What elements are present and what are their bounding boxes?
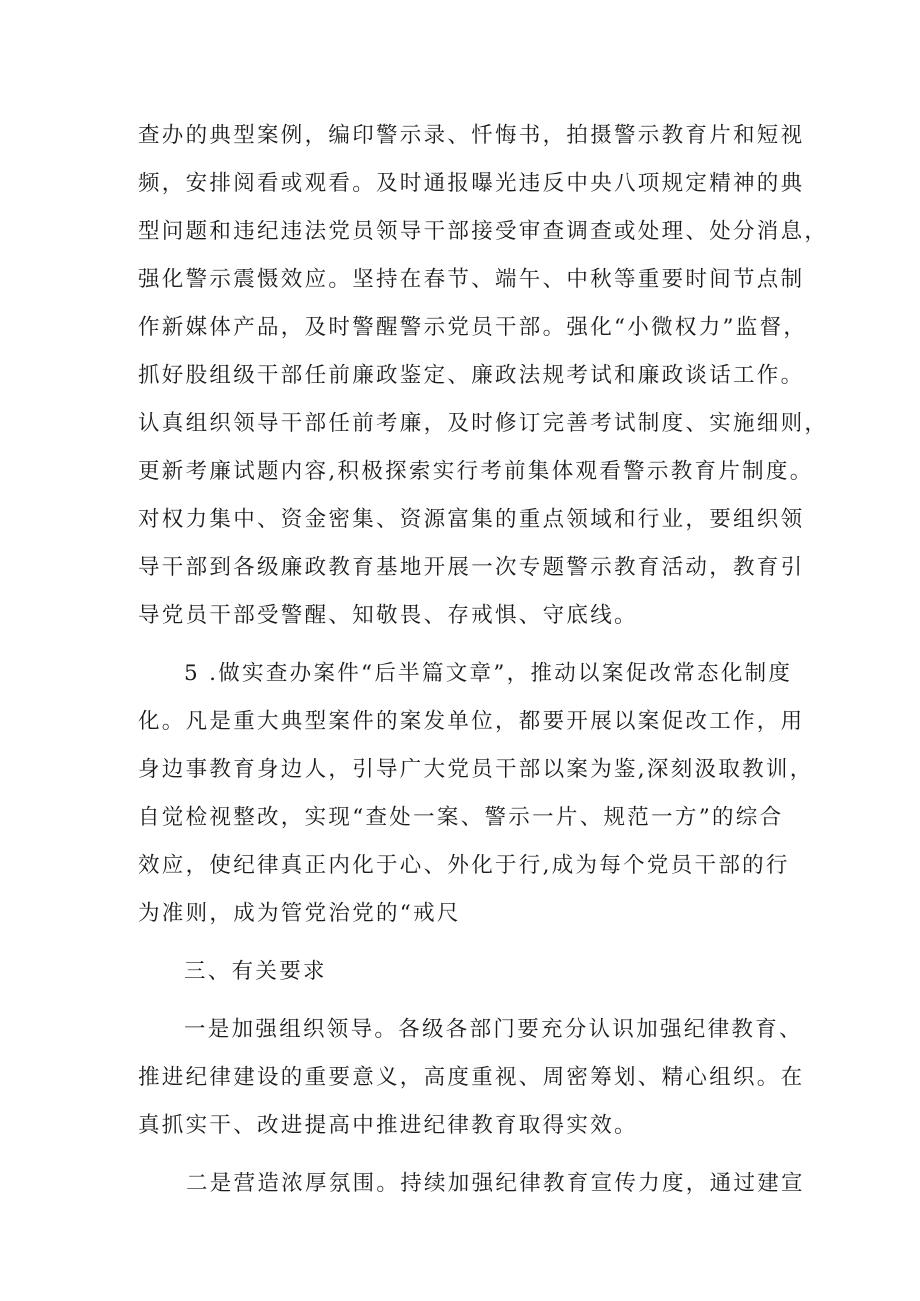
text-line: 二是营造浓厚氛围。持续加强纪律教育宣传力度，通过建宣 xyxy=(186,1171,805,1196)
text-line: 真抓实干、改进提高中推进纪律教育取得实效。 xyxy=(138,1113,638,1138)
text-line: 抓好股组级干部任前廉政鉴定、廉政法规考试和廉政谈话工作。 xyxy=(138,363,805,388)
text-line: 自觉检视整改，实现“查处一案、警示一片、规范一方”的综合 xyxy=(138,805,784,830)
paragraph-organization-leadership xyxy=(138,1006,818,1150)
text-line: 效应，使纪律真正内化于心、外化于行,成为每个党员干部的行 xyxy=(138,853,790,878)
document-body xyxy=(138,112,829,1208)
text-line: 5 .做实查办案件“后半篇文章”，推动以案促改常态化制度 xyxy=(184,661,793,686)
paragraph-atmosphere xyxy=(138,1160,818,1208)
text-line: 推进纪律建设的重要意义，高度重视、周密筹划、精心组织。在 xyxy=(138,1065,805,1090)
text-line: 为准则，成为管党治党的“戒尺 xyxy=(138,901,461,926)
text-line: 认真组织领导干部任前考廉，及时修订完善考试制度、实施细则， xyxy=(138,411,829,436)
paragraph-case-follow-up xyxy=(138,650,818,938)
text-line: 导干部到各级廉政教育基地开展一次专题警示教育活动，教育引 xyxy=(138,555,805,580)
paragraph-gap xyxy=(138,996,818,1006)
text-line: 强化警示震慑效应。坚持在春节、端午、中秋等重要时间节点制 xyxy=(138,267,805,292)
text-line: 查办的典型案例，编印警示录、忏悔书，拍摄警示教育片和短视 xyxy=(138,123,805,148)
text-line: 导党员干部受警醒、知敬畏、存戒惧、守底线。 xyxy=(138,603,638,628)
section-heading: 三、有关要求 xyxy=(184,959,327,984)
text-line: 对权力集中、资金密集、资源富集的重点领域和行业，要组织领 xyxy=(138,507,805,532)
text-line: 作新媒体产品，及时警醒警示党员干部。强化“小微权力”监督， xyxy=(138,315,808,340)
text-line: 身边事教育身边人，引导广大党员干部以案为鉴,深刻汲取教训， xyxy=(138,757,814,782)
section-heading-requirements xyxy=(138,948,818,996)
paragraph-gap xyxy=(138,640,818,650)
paragraph-gap xyxy=(138,1150,818,1160)
paragraph-warning-education xyxy=(138,112,829,640)
text-line: 型问题和违纪违法党员领导干部接受审查调查或处理、处分消息， xyxy=(138,219,829,244)
text-line: 频，安排阅看或观看。及时通报曝光违反中央八项规定精神的典 xyxy=(138,171,805,196)
text-line: 一是加强组织领导。各级各部门要充分认识加强纪律教育、 xyxy=(184,1017,803,1042)
text-line: 化。凡是重大典型案件的案发单位，都要开展以案促改工作，用 xyxy=(138,709,805,734)
text-line: 更新考廉试题内容,积极探索实行考前集体观看警示教育片制度。 xyxy=(138,459,814,484)
paragraph-gap xyxy=(138,938,818,948)
